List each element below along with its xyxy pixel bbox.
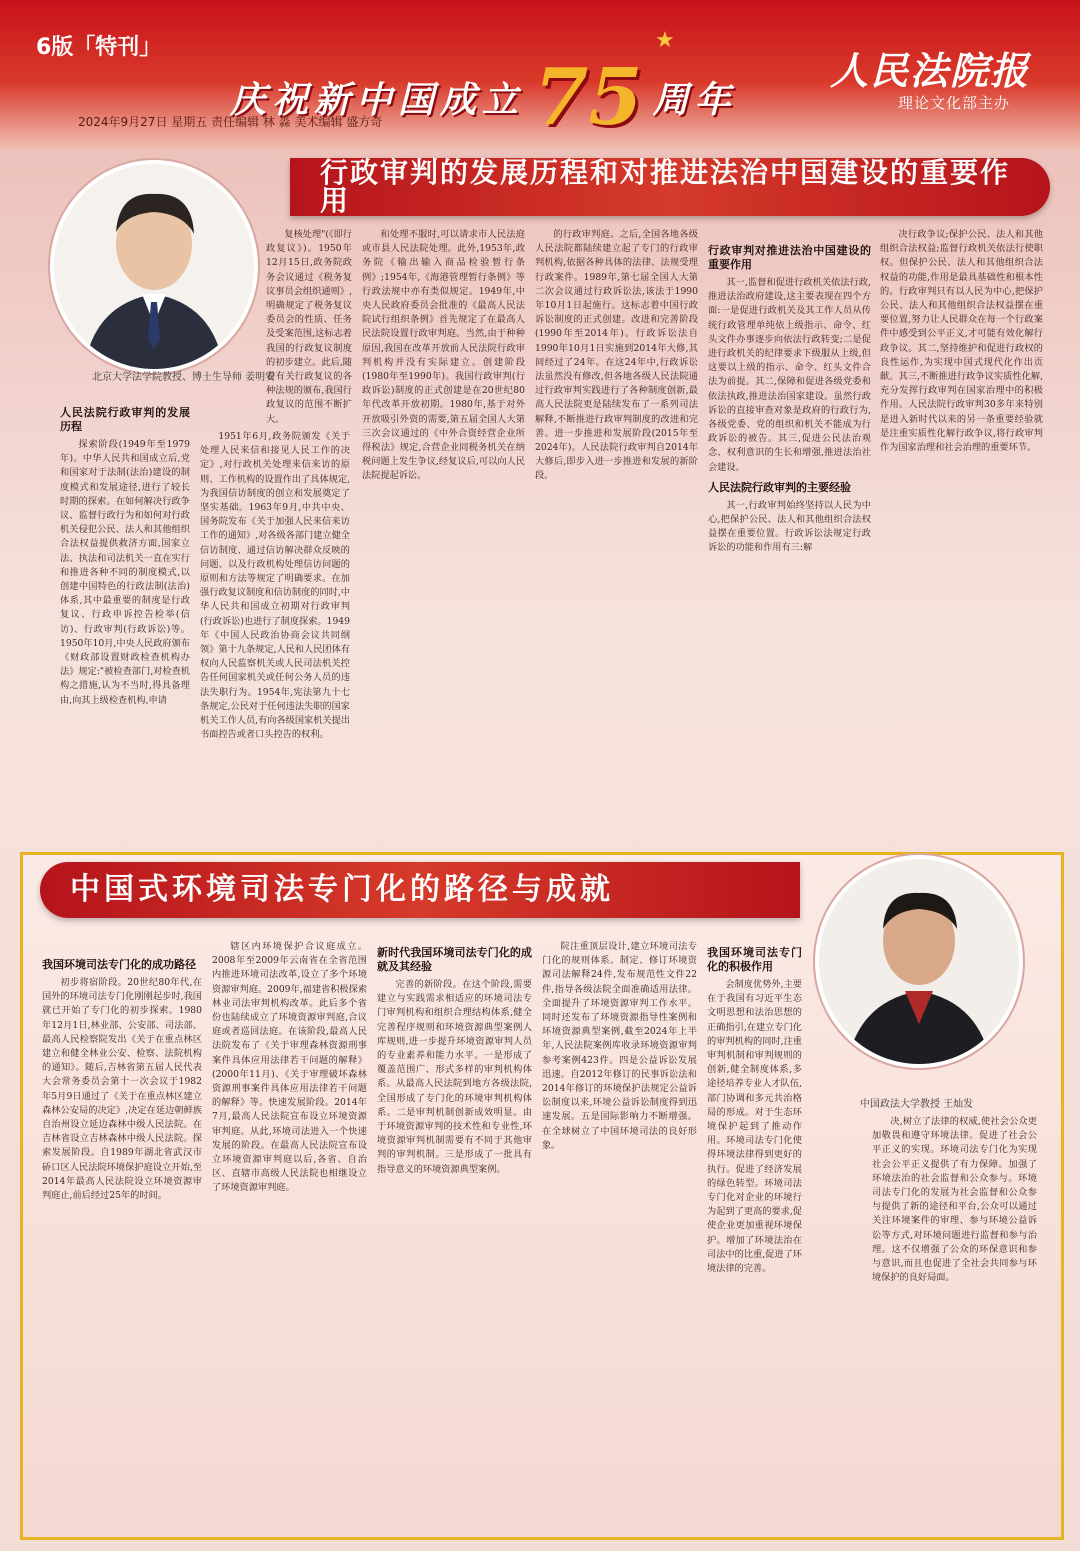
section-heading: 人民法院行政审判的主要经验 [708, 480, 851, 494]
paragraph: 复核处理"(《即行政复议》)。1950年12月15日,政务院政务会议通过《税务复议事员会组织通则》,明确规定了税务复议委员会的性质、任务及受案范围,这标志着我国的行政复议制度的初步建立。此后,随着有关行政复议的各种法规的颁布,我国行政复议的范围不断扩大。 [266, 229, 352, 423]
article1-column [60, 400, 190, 840]
author2-caption: 中国政法大学教授 王灿发 [860, 1099, 974, 1110]
article2-column [872, 1115, 1037, 1520]
paragraph: 辖区内环境保护合议庭成立。2008年至2009年云南省在全省范围内推进环境司法改革,设立了多个环境资源审判庭。2009年,福建省积极探索林业司法审判机构改革。此后多个省份也陆续成立了环境资源审判庭,合议庭或者巡回法庭。在该阶段,最高人民法院发布了《关于审理森林资源刑事案件具体应用法律若干问题的解释》(2000年11月)、《关于审理破坏森林资源刑事案件具体应用法律若干问题的解释》等。快速发展阶段。2014年7月,最高人民法院宣布设立环境资源审判庭。从此,环境司法进入一个快速发展的阶段。在最高人民法院宣布设立环境资源审判庭以后,各省、自治区、直辖市高级人民法院也相继设立了环境资源审判庭。 [212, 941, 367, 1194]
paragraph: 决,树立了法律的权威,使社会公众更加敬畏和遵守环境法律。促进了社会公平正义的实现。环境司法专门化为实现社会公平正义提供了有力保障。加强了环境法治的社会监督和公众参与。环境司法专门化的发展为社会监督和公众参与提供了新的途径和平台,公众可以通过关注环境案件的审理、参与环境公益诉讼等方式,对环境问题进行监督和参与治理。这不仅增强了公众的环保意识和参与意识,而且也促进了全社会共同参与环境保护的良好局面。 [872, 1116, 1037, 1284]
author1-caption: 北京大学法学院教授、博士生导师 姜明安 [92, 372, 276, 383]
paragraph: 决行政争议;保护公民、法人和其他组织合法权益;监督行政机关依法行使职权。但保护公民、法人和其他组织合法权益的功能,作用是最具基础性和根本性的。行政审判只有以人民为中心,把保护公民、法人和其他组织合法权益摆在重要位置,努力让人民群众在每一个行政案件中感受到公平正义,才可能有效化解行政争议。其二,坚持维护和促进行政权的良性运作,为实现中国式现代化作出贡献。其三,不断推进行政争议实质性化解,充分发挥行政审判在国家治理中的积极作用。人民法院行政审判30多年来特别是进入新时代以来的另一条重要经验就是注重实质性化解行政争议,将行政审判作为国家治理和社会治理的重要环节。 [880, 229, 1043, 454]
paragraph: 完善的新阶段。在这个阶段,需要建立与实践需求相适应的环境司法专门审判机构和组织合理结构体系,健全完善程序规则和环境资源典型案例人库规则,进一步提升环境资源审判人员的专业素养和能力水平。一是形成了覆盖范围广、形式多样的审判机构体系。从最高人民法院到地方各级法院,全国形成了专门化的环境审判机构体系。二是审判机制创新成效明显。由于环境资源审判的技术性和专业性,环境资源审判机制需要有不同于其他审判的审判机制。三是形成了一批具有指导意义的环境资源典型案例。 [377, 979, 532, 1175]
article2-column [707, 940, 802, 1522]
article2-column [212, 940, 367, 1522]
section-heading: 我国环境司法专门化的成功路径 [42, 958, 196, 971]
article1-column [200, 430, 350, 840]
article2-column [542, 940, 697, 1522]
author1-photo [50, 160, 258, 373]
newspaper-subtitle: 理论文化部主办 [897, 94, 1010, 112]
article1-column [880, 228, 1043, 840]
article2-column [42, 952, 202, 1522]
paragraph: 其一,行政审判始终坚持以人民为中心,把保护公民、法人和其他组织合法权益摆在重要位置。行政诉讼法规定行政诉讼的功能和作用有三:解 [708, 499, 871, 554]
section-heading: 人民法院行政审判的发展历程 [60, 406, 190, 433]
article1-column [266, 228, 352, 423]
newspaper-name: 人民法院报 [829, 48, 1030, 93]
paragraph: 院注重顶层设计,建立环境司法专门化的规则体系。制定、修订环境资源司法解释24件,发布规范性文件22件,指导各级法院全面准确适用法律。全面提升了环境资源审判工作水平。同时还发布了环境资源指导性案例和环境资源典型案例,截至2024年上半年,人民法院案例库收录环境资源审判参考案例423件。四是公益诉讼发展迅速。自2012年修订的民事诉讼法和2014年修订的环境保护法规定公益诉讼制度以来,环境公益诉讼制度得到迅速发展。五是国际影响力不断增强。在全球树立了中国环境司法的良好形象。 [542, 941, 697, 1151]
banner-suffix: 周年 [652, 79, 737, 121]
page-label: 6版「特刊」 [36, 35, 162, 60]
portrait-icon [54, 164, 254, 369]
section-heading: 我国环境司法专门化的积极作用 [707, 946, 802, 973]
paragraph: 的行政审判庭。之后,全国各地各级人民法院都陆续建立起了专门的行政审判机构,依据各种具体的法律、法规受理行政案件。1989年,第七届全国人大第二次会议通过行政诉讼法,该法于1990年10月1日起施行。这标志着中国行政诉讼制度的正式创建。改进和完善阶段(1990年至2014年)。行政诉讼法自1990年10月1日实施到2014年大修,其间经过了24年。在这24年中,行政诉讼法虽然没有修改,但各地各级人民法院通过行政审判实践进行了各种制度创新,最高人民法院更是陆续发布了一系列司法解释,不断推进行政审判制度的改进和完善。进一步推进和发展阶段(2015年至2024年)。人民法院行政审判自2014年大修后,即步入进一步推进和发展的新阶段。 [535, 229, 698, 482]
section-heading: 新时代我国环境司法专门化的成就及其经验 [377, 946, 532, 973]
page-header [0, 0, 1080, 150]
article1-title: 行政审判的发展历程和对推进法治中国建设的重要作用 [290, 158, 1050, 216]
author2-photo [815, 855, 1023, 1068]
banner-number: 75 [534, 52, 643, 143]
article1-column [535, 228, 698, 840]
article2-column [377, 940, 532, 1522]
article1-column [362, 228, 525, 840]
portrait-icon [819, 859, 1019, 1064]
dateline: 2024年9月27日 星期五 责任编辑 林 淼 美术编辑 盛方奇 [78, 115, 383, 129]
article1-column [708, 238, 871, 840]
paragraph: 会制度优势外,主要在于我国有习近平生态文明思想和法治思想的正确指引,在建立专门化的审判机构的同时,注重审判机制和审判规则的创新,健全制度体系,多途径培养专业人才队伍,部门协调和多元共治格局的形成。对于生态环境保护起到了推动作用。环境司法专门化使得环境法律得到更好的执行。促进了经济发展的绿色转型。环境司法专门化对企业的环境行为起到了更高的要求,促使企业更加重视环境保护。增加了环境法治在司法中的比重,促进了环境法律的完善。 [707, 979, 802, 1275]
paragraph: 其一,监督和促进行政机关依法行政,推进法治政府建设,这主要表现在四个方面:一是促进行政机关及其工作人员从传统行政管理单纯依上级指示、命令、红头文件办事逐步向依法行政转变;二是促进行政机关的纪律要求下级服从上级,但这要以上级的指示、命令、红头文件合法为前提。其二,保障和促进各级党委和依法执政,推进法治国家建设。虽然行政诉讼的直接审查对象是政府的行政行为,各级党委、党的组织和机关不能成为行政诉讼的被告。其三,促进公民法治观念、权利意识的生长和增强,推进法治社会建设。 [708, 277, 871, 473]
article2-title: 中国式环境司法专门化的路径与成就 [40, 862, 800, 918]
paragraph: 和处理不服时,可以请求市人民法庭或市县人民法院处理。此外,1953年,政务院《输出输入商品检验暂行条例》;1954年,《海港管理暂行条例》等行政法规中亦有类似规定。1949年,中央人民政府委员会批准的《最高人民法院试行组织条例》首先规定了在最高人民法院设置行政审判庭。当然,由于种种原因,我国在改革开放前人民法院行政审判机构并没有实际建立。创建阶段(1980年至1990年)。我国行政审判(行政诉讼)制度的正式创建是在20世纪80年代改革开放初期。1980年,基于对外开放吸引外资的需要,第五届全国人大第三次会议通过的《中外合资经营企业所得税法》规定,合营企业同税务机关在纳税问题上发生争议,经复议后,可以向人民法院提起诉讼。 [362, 229, 525, 482]
paragraph: 1951年6月,政务院颁发《关于处理人民来信和接见人民工作的决定》,对行政机关处理来信来访的原则、工作机构的设置作出了具体规定,为我国信访制度的创立和发展奠定了坚实基础。1963年9月,中共中央、国务院发布《关于加强人民来信来访工作的通知》,对各级各部门建立健全信访制度、通过信访解决群众反映的问题、以及行政机构处理信访问题的原则和方法等规定了明确要求。在加强行政复议制度和信访制度的同时,中华人民共和国成立初期对行政审判(行政诉讼)也进行了制度探索。1949年《中国人民政治协商会议共同纲领》第十九条规定,人民和人民团体有权向人民监察机关或人民司法机关控告任何国家机关或任何公务人员的违法失职行为。1954年,宪法第九十七条规定,公民对于任何违法失职的国家机关工作人员,有向各级国家机关提出书面控告或者口头控告的权利。 [200, 431, 350, 741]
star-icon: ★ [655, 28, 675, 53]
paragraph: 初步将宿阶段。20世纪80年代,在国外的环境司法专门化刚刚起步时,我国就已开始了专门化的初步探索。1980年12月1日,林业部、公安部、司法部、最高人民检察院发出《关于在重点林区建立和健全林业公安、检察、法院机构的通知》。随后,吉林省第五届人民代表大会常务委员会第十一次会议于1982年5月9日通过了《关于在重点林区建立森林公安局的决定》,决定在延边朝鲜族自治州设立延边森林中级人民法院。在吉林省设立吉林森林中级人民法院。探索发展阶段。自1989年湖北省武汉市硚口区人民法院环境保护庭设立开始,至2014年最高人民法院设立环境资源审判庭止,前后经过25年的时间。 [42, 977, 202, 1202]
paragraph: 探索阶段(1949年至1979年)。中华人民共和国成立后,党和国家对于法制(法治)建设的制度模式和发展途径,进行了较长时期的探索。在如何解决行政争议、监督行政行为和如何对行政机关侵犯公民、法人和其他组织合法权益提供救济方面,国家立法、执法和司法机关一直在实行和推进各种不同的制度模式,以创建中国特色的行政法制(法治)体系,其中最重要的制度是行政复议、行政申诉控告检举(信访)、行政审判(行政诉讼)等。1950年10月,中央人民政府颁布《财政部设置财政检查机构办法》规定:"被检查部门,对检查机构之措施,认为不当时,得具备理由,向其上级检查机构,申请 [60, 439, 190, 706]
banner-prefix: 庆祝新中国成立 [230, 79, 525, 121]
section-heading: 行政审判对推进法治中国建设的重要作用 [708, 244, 871, 271]
